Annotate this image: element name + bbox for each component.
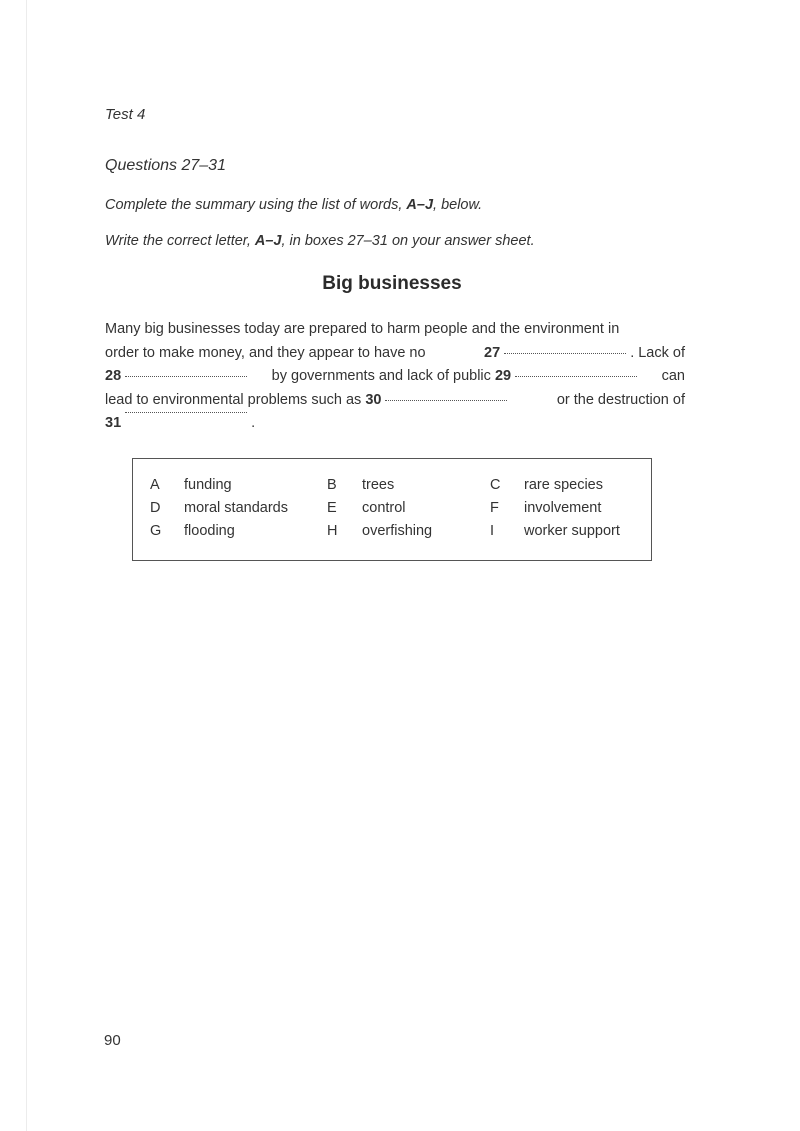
option-letter: G	[150, 523, 162, 539]
page-edge	[26, 0, 27, 1131]
summary-line-1	[105, 318, 685, 342]
option-letter: F	[490, 500, 499, 516]
word-list-row	[133, 500, 653, 523]
summary-line-5-tail: .	[251, 415, 256, 431]
option-word: worker support	[524, 523, 620, 539]
option-word: control	[362, 500, 406, 516]
question-number-28: 28	[105, 368, 122, 384]
option-letter: I	[490, 523, 495, 539]
question-number-29: 29	[494, 368, 512, 384]
summary-line-5	[105, 412, 685, 436]
summary-line-3-text: by governments and lack of public	[271, 368, 491, 384]
summary-line-2-tail: . Lack of	[630, 344, 685, 361]
summary-line-4-text: lead to environmental problems such as	[105, 391, 362, 408]
summary-line-4	[105, 389, 685, 413]
answer-blank-30[interactable]	[385, 400, 507, 401]
option-word: overfishing	[362, 523, 433, 539]
option-letter: A	[150, 477, 160, 493]
question-number-30: 30	[365, 391, 382, 408]
gap-27[interactable]	[484, 342, 685, 366]
option-letter: C	[490, 477, 501, 493]
instruction-1-tail: , below.	[433, 197, 483, 213]
instruction-2-text: Write the correct letter,	[105, 233, 255, 249]
gap-28[interactable]	[105, 365, 251, 389]
answer-blank-31[interactable]	[125, 412, 247, 413]
summary-text	[105, 318, 685, 436]
page-number: 90	[104, 1032, 121, 1049]
instruction-write-letter	[105, 233, 535, 249]
answer-blank-27[interactable]	[504, 353, 626, 354]
instruction-2-tail: , in boxes 27–31 on your answer sheet.	[281, 233, 535, 249]
summary-line-1-text: Many big businesses today are prepared to harm people and the environment in	[105, 321, 620, 337]
option-word: funding	[184, 477, 232, 493]
option-word: involvement	[524, 500, 602, 516]
word-list-row	[133, 477, 653, 500]
instruction-1-text: Complete the summary using the list of words,	[105, 197, 407, 213]
summary-line-2-text: order to make money, and they appear to have no	[105, 344, 426, 361]
option-word: rare species	[524, 477, 603, 493]
option-word: trees	[362, 477, 395, 493]
questions-heading: Questions 27–31	[105, 157, 226, 174]
word-list-box	[132, 458, 652, 561]
instruction-2-range: A–J	[254, 233, 282, 249]
option-letter: E	[327, 500, 337, 516]
instruction-1-range: A–J	[406, 197, 434, 213]
question-number-31: 31	[105, 415, 122, 431]
word-list-row	[133, 523, 653, 546]
option-word: flooding	[184, 523, 235, 539]
summary-title: Big businesses	[322, 273, 462, 294]
summary-line-2	[105, 342, 685, 366]
instruction-complete-summary	[105, 197, 482, 213]
option-letter: H	[327, 523, 338, 539]
test-label: Test 4	[105, 106, 146, 123]
summary-line-4-tail: or the destruction of	[556, 391, 685, 408]
summary-line-3-tail: can	[661, 368, 685, 384]
answer-blank-28[interactable]	[125, 376, 247, 377]
question-number-27: 27	[484, 344, 501, 361]
option-word: moral standards	[184, 500, 288, 516]
answer-blank-29[interactable]	[515, 376, 637, 377]
summary-line-3	[105, 365, 685, 389]
option-letter: B	[327, 477, 337, 493]
option-letter: D	[150, 500, 161, 516]
